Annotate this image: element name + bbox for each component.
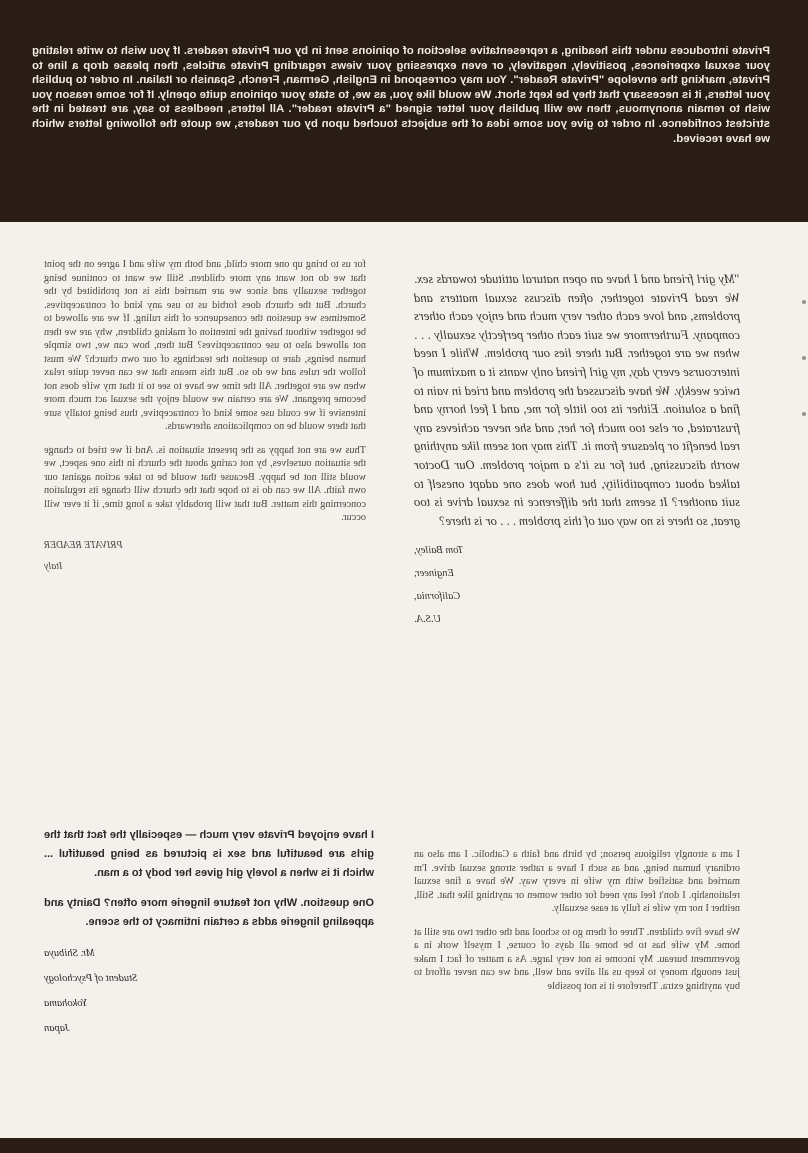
letter1-signature-name: Tom Bailey, <box>414 545 464 557</box>
letter1 <box>414 270 740 632</box>
letter1-signature-state: California, <box>414 591 461 603</box>
header-band <box>0 0 808 222</box>
letter2-paragraph-4: Thus we are not happy as the present situation is. And if we tried to change the situation ourselves, by not caring about the church in this one aspect, we would still not be happy. Because that would be to take action against our own faith. All we can do is to hope that the church will change its regulation concerning this matter. But that will probably take a long time, if it ever will occur. <box>44 444 366 523</box>
letter3 <box>44 826 374 1042</box>
margin-mark <box>802 356 806 360</box>
letter3-paragraph-2: One question. Why not feature lingerie more often? Dainty and appealing lingerie adds a certain intimacy to the scene. <box>44 896 374 928</box>
footer-band <box>0 1138 808 1153</box>
letter3-paragraph-1: I have enjoyed Private very much — especially the fact that the girls are beautiful and sex is pictured as being beautiful ... which it is when a lovely girl gives her body to a man. <box>44 829 374 880</box>
intro-text: Private introduces under this heading, a representative selection of opinions sent in by our Private readers. If you wish to write relating your sexual experiences, positively, negatively, or even expressing your views regarding Private articles, then please drop a line to Private, marking the envelope "Private Reader". You may correspond in English, German, French, Spanish or Italian. In order to publish your letters, it is necessary that they be kept short. We would like you, as we, to state your opinions quite openly. If for some reason you wish to remain anonymous, then we will publish your letter signed "a Private reader". All letters, needless to say, are treated in the strictest confidence. In order to give you some idea of the subjects touched upon by our readers, we quote the following letters which we have received. <box>32 45 770 145</box>
letter2-paragraph-3: for us to bring up one more child, and both my wife and I agree on the point that we do not want any more children. Still we want to continue being together sexually and since we are married this is not prohibited by the church. But the church does forbid us to use any kind of contraceptives. Sometimes we question the consequence of this ruling. If we are allowed to be together without having the intention of making children, why are we then not allowed also to use contraceptives? But then, how can we, two simple human beings, dare to question the teachings of our own church? We must follow the rules and we do so. But this means that we can never quite relax when we are together. All the time we have to see to it that my wife does not become pregnant. We are certain we would enjoy the sexual act much more intensive if we could use some kind of contraceptive, thus being totally sure that there would be no complications afterwards. <box>44 259 366 432</box>
letter1-signature <box>414 540 740 630</box>
letter1-signature-job: Engineer, <box>414 568 454 580</box>
letter2-signature-name: PRIVATE READER <box>44 539 123 551</box>
letter3-signature <box>44 942 374 1040</box>
letter3-signature-name: Mr. Shibuya <box>44 948 95 960</box>
letter2-paragraph-2: We have five children. Three of them go to school and the other two are still at home. My wife has to be home all days of course, I myself work in a government bureau. My income is not very large. As a matter of fact I make just enough money to keep us all alive and well, and we can never afford to buy anything extra. Therefore it is not possible <box>414 926 740 992</box>
letter1-body: "My girl friend and I have an open natural attitude towards sex. We read Private together, often discuss sexual matters and problems, and love each other very much and enjoy each others company. Furthermore we suit each other perfectly sexually . . . when we are together. But there lies our problem. While I need intercourse every day, my girl friend only wants it a maximum of twice weekly. We have discussed the problem and tried in vain to find a solution. Either its too little for me, and I feel horny and frustrated, or else too much for her, and she never achieves any real benefit or pleasure from it. This may not seem like anything worth discussing, but for us it's a major problem. Our Doctor talked about compatibility, but how does one adapt oneself to suit another? It seems that the difference in sexual drive is too great, so there is no way out of this problem . . . or is there? <box>414 272 740 528</box>
letter2-signature <box>44 535 366 577</box>
margin-mark <box>802 412 806 416</box>
letter2-continued <box>44 258 366 577</box>
letter2 <box>414 848 740 1003</box>
letter3-signature-role: Student of Psychology <box>44 973 138 985</box>
margin-mark <box>802 300 806 304</box>
letter3-signature-city: Yokohama <box>44 998 88 1010</box>
letter2-paragraph-1: I am a strongly religious person; by birth and faith a Catholic. I am also an ordinary human being, and as such I have a rather strong sexual drive. I'm married and satisfied with my wife in every way. We have a fine sexual relationship. I don't feel any need for other women or anything like that. Still, neither I nor my wife is fully at ease sexually. <box>414 849 740 914</box>
letter3-signature-country: Japan <box>44 1023 70 1035</box>
letter1-signature-country: U.S.A. <box>414 614 442 626</box>
letter2-signature-country: Italy <box>44 560 63 572</box>
